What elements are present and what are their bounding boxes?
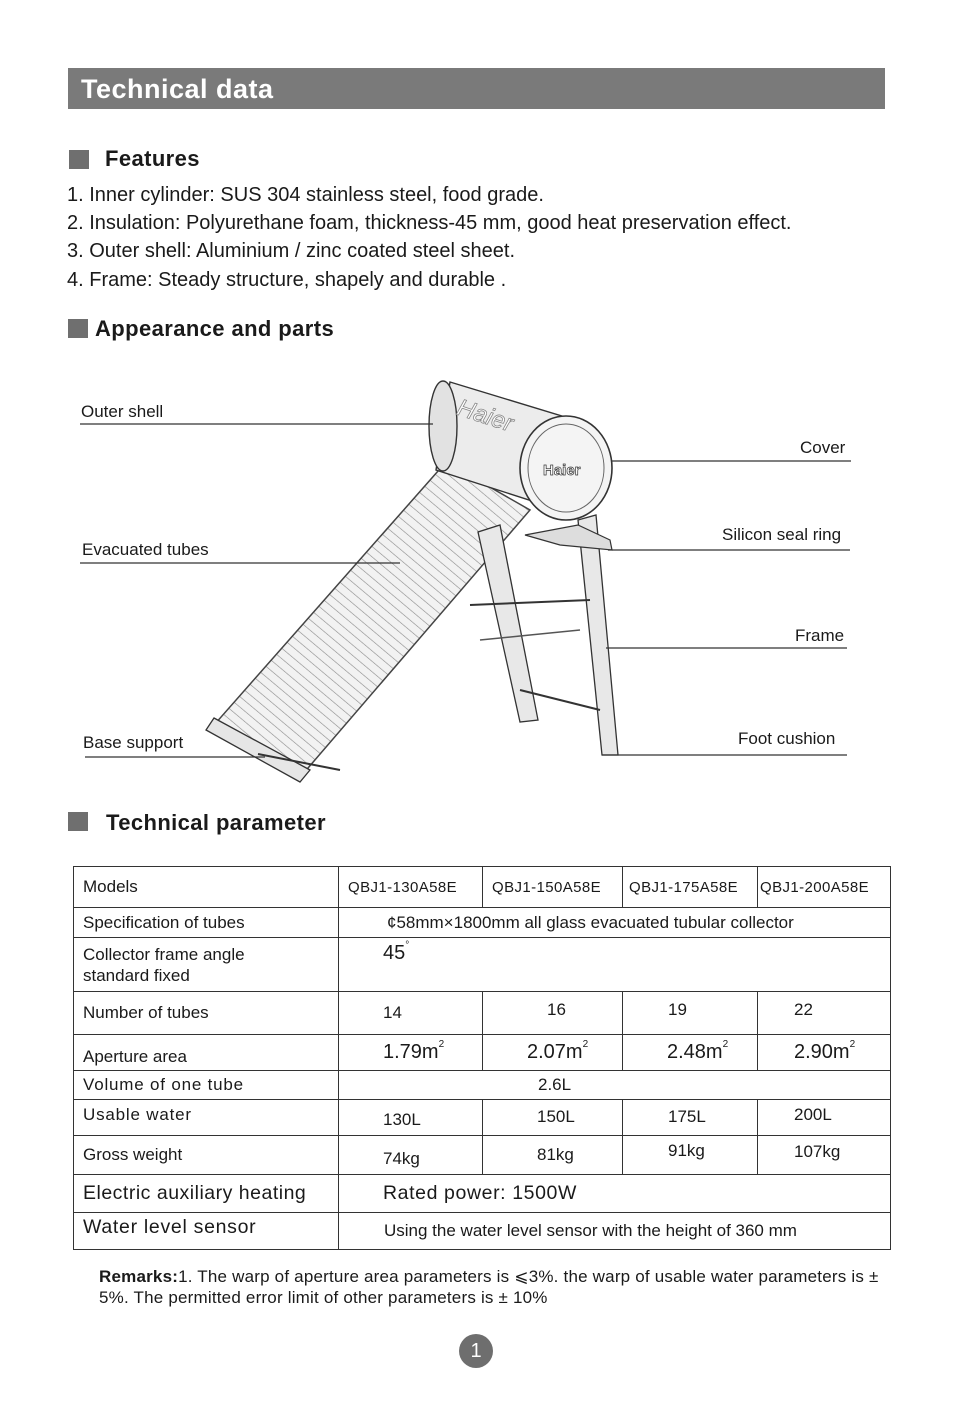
tubes-cell: 14 [339, 992, 483, 1035]
angle-value [339, 938, 891, 992]
page-number: 1 [459, 1334, 493, 1368]
aperture-cell: $2.48m^2$ [623, 1035, 758, 1071]
feature-item-2: 2. Insulation: Polyurethane foam, thickness-45 mm, good heat preservation effect. [67, 212, 792, 234]
row-label-heating: Electric auxiliary heating [74, 1175, 339, 1213]
table-row [74, 1213, 891, 1250]
callout-evacuated-tubes: Evacuated tubes [82, 540, 209, 559]
feature-item-1: 1. Inner cylinder: SUS 304 stainless steel, food grade. [67, 184, 544, 206]
row-label-volume: Volume of one tube [74, 1071, 339, 1100]
table-row [74, 908, 891, 938]
table-row [74, 1100, 891, 1136]
brand-logo-cover: Haier [543, 462, 581, 479]
remarks [99, 1266, 889, 1308]
row-label-num-tubes: Number of tubes [74, 992, 339, 1035]
tubes-cell: 16 [483, 992, 623, 1035]
remarks-text: 1. The warp of aperture area parameters is ⩽3%. the warp of usable water parameters is ± 5%. The permitted error limit of other parameters is ± 10% [99, 1267, 879, 1307]
technical-parameter-table [73, 866, 891, 1250]
callout-frame: Frame [795, 626, 845, 645]
table-row [74, 867, 891, 908]
angle-unit: ° [405, 940, 410, 951]
sensor-value: Using the water level sensor with the height of 360 mm [339, 1213, 891, 1250]
evacuated-tubes-panel [214, 462, 530, 775]
aperture-cell: $1.79m^2$ [339, 1035, 483, 1071]
table-row [74, 938, 891, 992]
section-marker [69, 150, 89, 169]
volume-value: 2.6L [339, 1071, 891, 1100]
usable-cell: 175L [623, 1100, 758, 1136]
model-cell: QBJ1-130A58E [339, 867, 483, 908]
row-label-models: Models [74, 867, 339, 908]
feature-item-3: 3. Outer shell: Aluminium / zinc coated steel sheet. [67, 240, 515, 262]
table-row [74, 1035, 891, 1071]
angle-number: 45 [383, 942, 406, 964]
row-label-aperture: Aperture area [74, 1035, 339, 1071]
tubes-cell: 19 [623, 992, 758, 1035]
technical-heading: Technical parameter [106, 810, 326, 835]
table-row [74, 1071, 891, 1100]
table-row [74, 1175, 891, 1213]
tubes-cell: 22 [758, 992, 891, 1035]
callout-outer-shell: Outer shell [81, 402, 164, 421]
usable-cell: 200L [758, 1100, 891, 1136]
callout-silicon-seal-ring: Silicon seal ring [722, 525, 842, 544]
model-cell: QBJ1-200A58E [758, 867, 891, 908]
feature-item-4: 4. Frame: Steady structure, shapely and durable . [67, 269, 507, 291]
usable-cell: 130L [339, 1100, 483, 1136]
spec-tubes-value: ¢58mm×1800mm all glass evacuated tubular collector [339, 908, 891, 938]
callout-base-support: Base support [83, 733, 184, 752]
angle-label-line1: Collector frame angle [83, 944, 245, 964]
gross-cell: 107kg [758, 1136, 891, 1175]
usable-cell: 150L [483, 1100, 623, 1136]
remarks-label: Remarks: [99, 1267, 179, 1286]
callout-foot-cushion: Foot cushion [738, 729, 836, 748]
page-title-bar [68, 68, 885, 109]
callout-cover: Cover [800, 438, 846, 457]
gross-cell: 74kg [339, 1136, 483, 1175]
row-label-spec-tubes: Specification of tubes [74, 908, 339, 938]
row-label-usable: Usable water [74, 1100, 339, 1136]
appearance-heading: Appearance and parts [95, 316, 335, 341]
model-cell: QBJ1-175A58E [623, 867, 758, 908]
aperture-cell: $2.90m^2$ [758, 1035, 891, 1071]
heating-value: Rated power: 1500W [339, 1175, 891, 1213]
row-label-gross: Gross weight [74, 1136, 339, 1175]
gross-cell: 81kg [483, 1136, 623, 1175]
features-heading: Features [105, 146, 200, 171]
angle-label-line2: standard fixed [83, 965, 190, 985]
aperture-cell: $2.07m^2$ [483, 1035, 623, 1071]
section-marker [68, 812, 88, 831]
section-marker [68, 319, 88, 338]
row-label-sensor: Water level sensor [74, 1213, 339, 1250]
table-row [74, 992, 891, 1035]
brand-logo-tank: Haier [453, 394, 517, 438]
table-row [74, 1136, 891, 1175]
gross-cell: 91kg [623, 1136, 758, 1175]
page-title: Technical data [81, 74, 274, 104]
model-cell: QBJ1-150A58E [483, 867, 623, 908]
row-label-angle [74, 938, 339, 992]
